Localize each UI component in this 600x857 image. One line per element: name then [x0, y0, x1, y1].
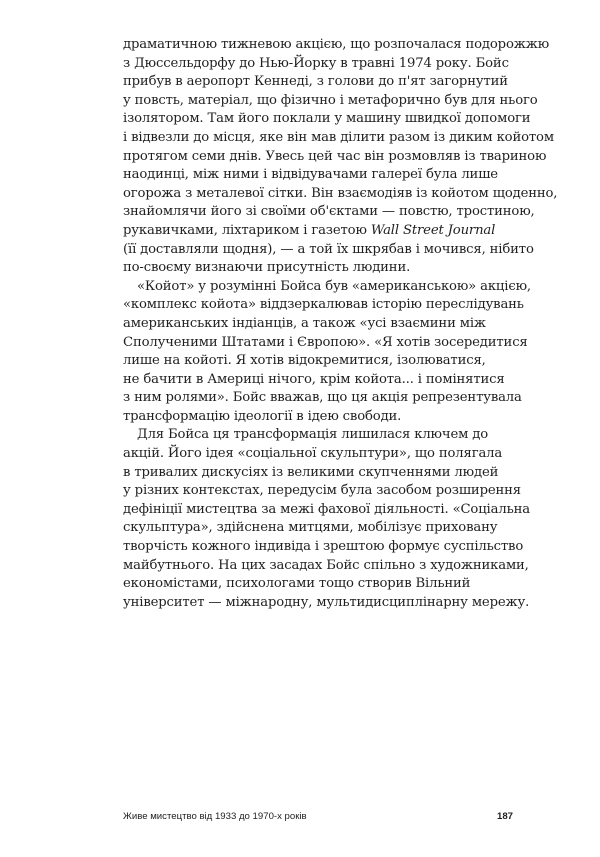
text-line: огорожа з металевої сітки. Він взаємодіяв із койотом щоденно,	[123, 185, 558, 201]
text-line: у різних контекстах, передусім була засобом розширення	[123, 483, 521, 499]
text-line: ізолятором. Там його поклали у машину швидкої допомоги	[123, 111, 531, 127]
text-line: акцій. Його ідея «соціальної скульптури», що полягала	[123, 446, 503, 462]
text-line: трансформацію ідеології в ідею свободи.	[123, 408, 402, 424]
text-line: наодинці, між ними і відвідувачами галереї була лише	[123, 167, 498, 183]
text-line: з ним ролями». Бойс вважав, що ця акція репрезентувала	[123, 390, 522, 406]
text-line: творчість кожного індивіда і зрештою формує суспільство	[123, 539, 524, 555]
text-line: в тривалих дискусіях із великими скупченнями людей	[123, 464, 499, 480]
text-line: протягом семи днів. Увесь цей час він розмовляв із твариною	[123, 148, 547, 164]
page-number: 187	[496, 811, 513, 822]
text-line: не бачити в Америці нічого, крім койота... і помінятися	[123, 371, 505, 387]
text-line: драматичною тижневою акцією, що розпочалася подорожжю	[123, 37, 550, 52]
text-line: «комплекс койота» віддзеркалював історію переслідувань	[123, 297, 524, 313]
text-line: (її доставляли щодня), — а той їх шкрябав і мочився, нібито	[123, 241, 534, 257]
running-title: Живе мистецтво від 1933 до 1970-х років	[123, 811, 307, 822]
text-line: знайомлячи його зі своїми об'єктами — повстю, тростиною,	[123, 204, 535, 220]
text-fragment: рукавичками, ліхтариком і газетою	[123, 222, 371, 238]
text-line: з Дюссельдорфу до Нью-Йорку в травні 1974 року. Бойс	[123, 55, 509, 71]
text-line: Для Бойса ця трансформація лишилася ключем до	[137, 427, 489, 443]
newspaper-title: Wall Street Journal	[370, 222, 496, 238]
text-line	[123, 222, 513, 241]
text-line: по-своєму визнаючи присутність людини.	[123, 260, 411, 276]
text-line: і відвезли до місця, яке він мав ділити разом із диким койотом	[123, 129, 554, 145]
text-line: дефініції мистецтва за межі фахової діяльності. «Соціальна	[123, 501, 530, 517]
text-line: американських індіанців, а також «усі взаємини між	[123, 315, 486, 331]
text-line: лише на койоті. Я хотів відокремитися, ізолюватися,	[123, 353, 486, 369]
paragraph-2	[123, 278, 531, 427]
paragraph-3	[123, 426, 530, 612]
text-line: прибув в аеропорт Кеннеді, з голови до п'ят загорнутий	[123, 74, 508, 90]
text-line: економістами, психологами тощо створив Вільний	[123, 576, 471, 592]
text-line: скульптура», здійснена митцями, мобілізує приховану	[123, 520, 498, 536]
text-line: у повсть, матеріал, що фізично і метафорично був для нього	[123, 92, 538, 108]
paragraph-1	[123, 36, 558, 278]
text-line: «Койот» у розумінні Бойса був «американською» акцією,	[137, 278, 531, 294]
body-text	[123, 36, 558, 612]
text-line: університет — міжнародну, мультидисциплінарну мережу.	[123, 594, 530, 610]
text-line: Сполученими Штатами і Європою». «Я хотів зосередитися	[123, 334, 528, 350]
text-line: майбутнього. На цих засадах Бойс спільно з художниками,	[123, 557, 529, 573]
